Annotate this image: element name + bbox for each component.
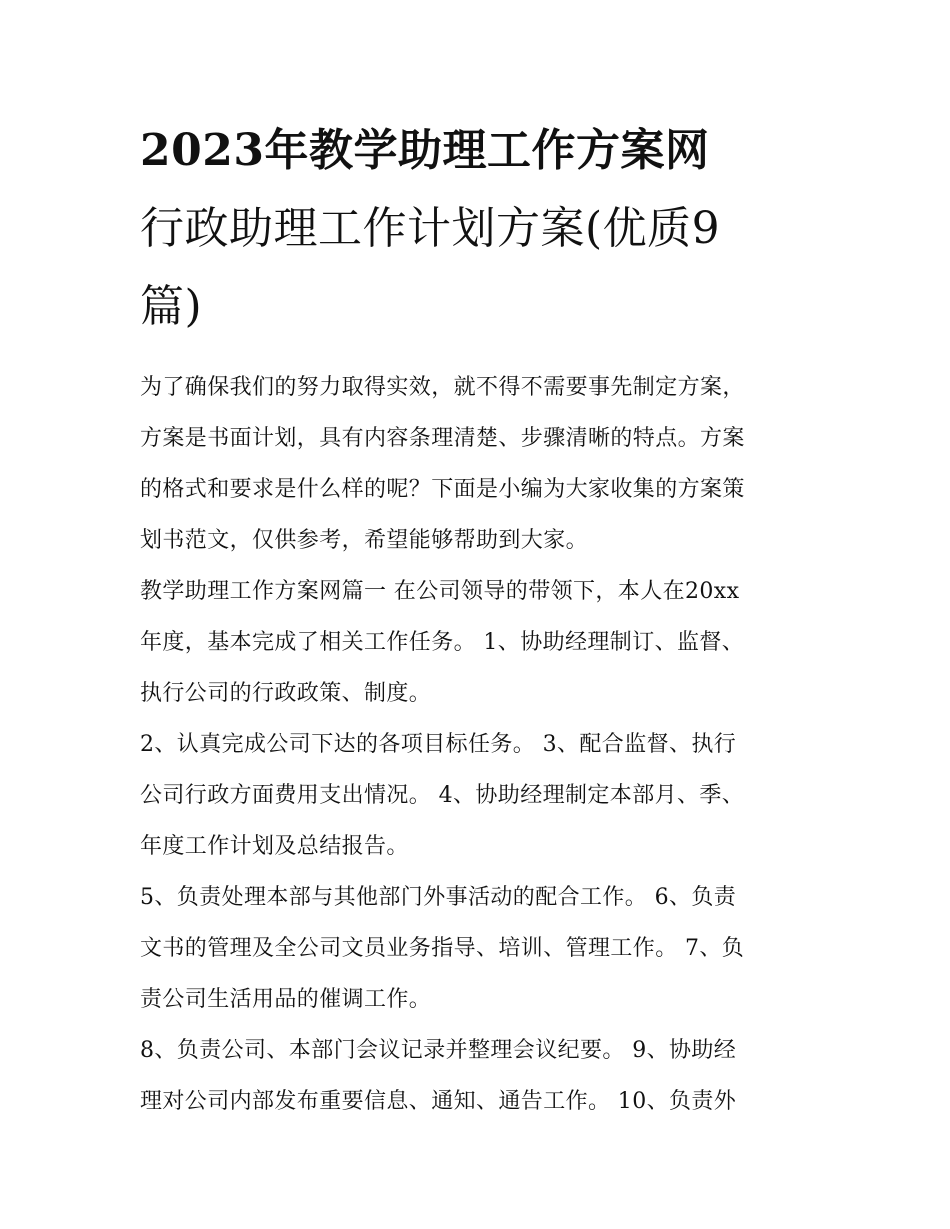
text-line: 文书的管理及全公司文员业务指导、培训、管理工作。 7、负 [140,936,745,961]
text-line: 公司行政方面费用支出情况。 4、协助经理制定本部月、季、 [140,783,745,808]
title-line-3: 篇) [140,281,203,332]
text-line: 方案是书面计划，具有内容条理清楚、步骤清晰的特点。方案 [140,426,745,451]
document-body [140,362,820,1127]
paragraph-items-8-10 [140,1025,820,1127]
paragraph-items-2-4 [140,719,820,872]
text-line: 8、负责公司、本部门会议记录并整理会议纪要。 9、协助经 [140,1038,737,1063]
paragraph-section-1 [140,566,820,719]
text-line: 2、认真完成公司下达的各项目标任务。 3、配合监督、执行 [140,732,737,757]
paragraph-items-5-7 [140,872,820,1025]
text-line: 为了确保我们的努力取得实效，就不得不需要事先制定方案， [140,375,745,400]
paragraph-intro [140,362,820,566]
text-line: 年度工作计划及总结报告。 [140,834,409,859]
text-line: 年度，基本完成了相关工作任务。 1、协助经理制订、监督、 [140,630,745,655]
text-line: 的格式和要求是什么样的呢？下面是小编为大家收集的方案策 [140,477,745,502]
text-line: 划书范文，仅供参考，希望能够帮助到大家。 [140,528,589,553]
document-title [140,112,820,346]
title-line-2: 行政助理工作计划方案(优质9 [140,203,721,254]
title-line-1: 2023年教学助理工作方案网 [140,125,710,176]
text-line: 5、负责处理本部与其他部门外事活动的配合工作。 6、负责 [140,885,737,910]
text-line: 教学助理工作方案网篇一 在公司领导的带领下，本人在20xx [140,579,740,604]
text-line: 责公司生活用品的催调工作。 [140,987,432,1012]
text-line: 执行公司的行政政策、制度。 [140,681,432,706]
document-page [140,112,820,1127]
text-line: 理对公司内部发布重要信息、通知、通告工作。 10、负责外 [140,1089,737,1114]
